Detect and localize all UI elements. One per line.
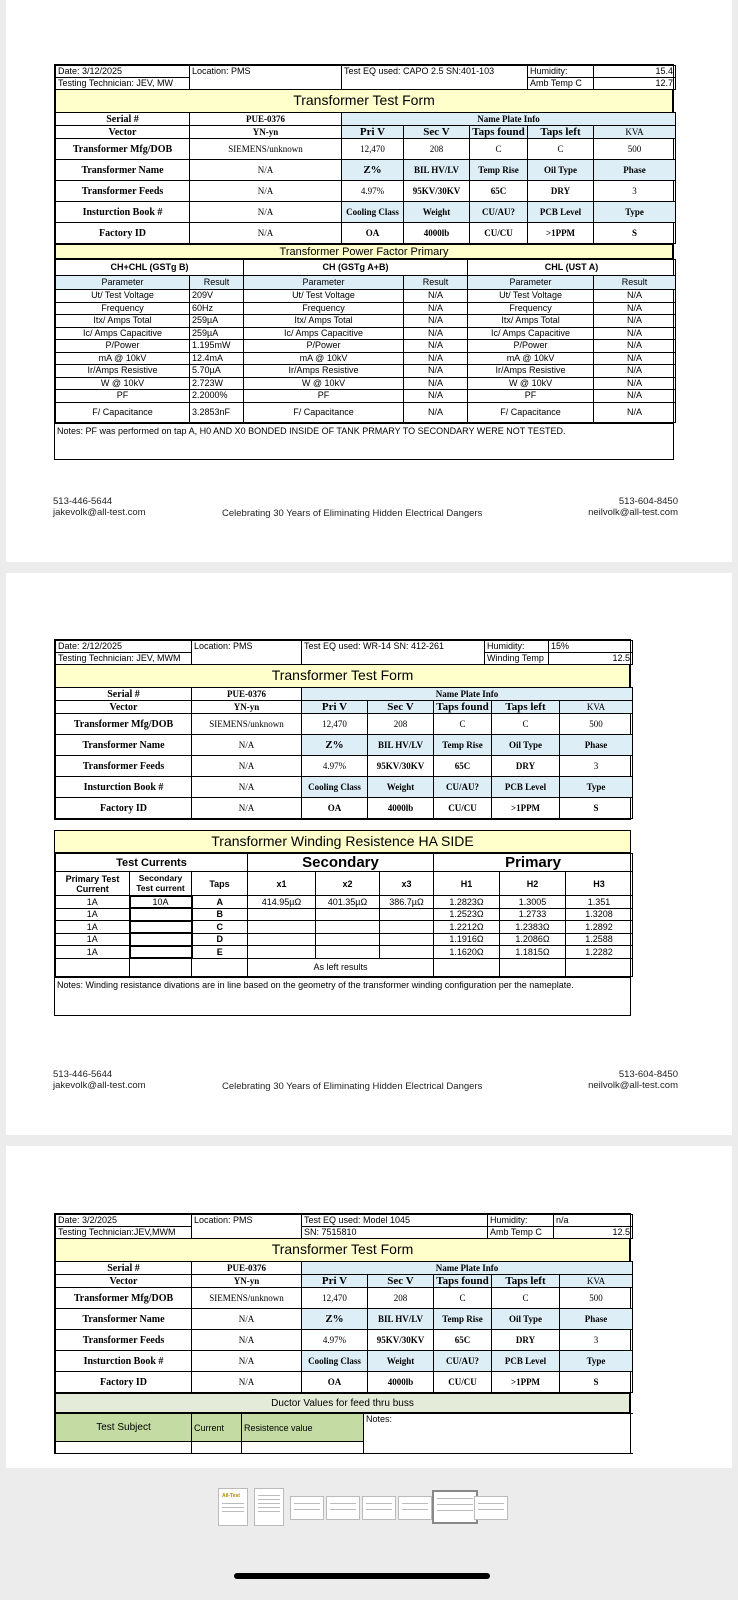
table-cell: F/ Capacitance: [244, 402, 404, 422]
table-cell: Ut/ Test Voltage: [56, 290, 190, 303]
table-cell: Ut/ Test Voltage: [468, 290, 594, 303]
nameplate-table: Serial # PUE-0376 Name Plate Info Vector YN-yn Pri V Sec V Taps found Taps left KVA Transformer Mfg/DOB SIEMENS/unknown 12,470 208 C C 500 Transformer Name N/A Z% BIL HV/LV Temp Rise Oil Type Phase Transformer Feeds N/A 4.97% 95KV/30KV 65C DRY 3 Insturction Book # N/A Cooling Class Weight CU/AU? PCB Level Type Factory ID N/A OA 4000lb CU/CU >1PPM S: [55, 112, 676, 244]
footer-left: 513-446-5644 jakevolk@all-test.com: [53, 496, 146, 518]
table-cell: E: [192, 946, 248, 959]
section-title: Transformer Winding Resistence HA SIDE: [55, 831, 630, 853]
group-ab-title: CH (GSTg A+B): [244, 260, 468, 276]
footer-left: 513-446-5644 jakevolk@all-test.com: [53, 1069, 146, 1091]
table-row: [56, 377, 676, 390]
thumbnail-page-5[interactable]: [362, 1496, 396, 1520]
table-cell: N/A: [404, 377, 468, 390]
table-cell: 1.2212Ω: [434, 921, 500, 934]
table-cell: B: [192, 908, 248, 921]
table-cell: Frequency: [244, 302, 404, 315]
table-cell: A: [192, 896, 248, 909]
table-cell: W @ 10kV: [468, 377, 594, 390]
table-cell: P/Power: [56, 340, 190, 353]
table-cell: [130, 908, 192, 921]
table-cell: 1.2733: [500, 908, 566, 921]
group-b-title: CH+CHL (GSTg B): [56, 260, 244, 276]
table-cell: 1.1916Ω: [434, 933, 500, 946]
group-a-title: CHL (UST A): [468, 260, 676, 276]
table-cell: N/A: [594, 327, 676, 340]
table-cell: [248, 946, 316, 959]
thumbnail-page-2[interactable]: [254, 1488, 284, 1526]
table-cell: Ir/Amps Resistive: [244, 365, 404, 378]
table-cell: N/A: [594, 290, 676, 303]
section-title: Transformer Power Factor Primary: [55, 244, 673, 259]
table-cell: N/A: [594, 352, 676, 365]
table-cell: N/A: [404, 365, 468, 378]
table-cell: N/A: [594, 390, 676, 403]
power-factor-form: [54, 64, 674, 460]
document-page-3: [6, 1146, 732, 1468]
table-row: [56, 302, 676, 315]
table-cell: 2.2000%: [190, 390, 244, 403]
table-cell: 12.4mA: [190, 352, 244, 365]
section-title: Ductor Values for feed thru buss: [55, 1393, 630, 1413]
table-cell: 1.2282: [566, 946, 633, 959]
ductor-table: Test Subject Current Resistence value Notes:: [55, 1413, 633, 1454]
table-cell: 10A: [130, 896, 192, 909]
table-cell: N/A: [594, 377, 676, 390]
table-cell: N/A: [404, 302, 468, 315]
temp-value: 12.7: [594, 78, 676, 90]
table-cell: N/A: [404, 340, 468, 353]
table-cell: [316, 908, 380, 921]
table-cell: 414.95µΩ: [248, 896, 316, 909]
ductor-form: [54, 1213, 631, 1454]
table-cell: N/A: [404, 390, 468, 403]
table-cell: 1.2523Ω: [434, 908, 500, 921]
table-cell: 1.2892: [566, 921, 633, 934]
form-title: Transformer Test Form: [55, 665, 630, 687]
table-row: [56, 933, 633, 946]
document-page-2: [6, 573, 732, 1135]
table-cell: PF: [56, 390, 190, 403]
footer-slogan: Celebrating 30 Years of Eliminating Hidden Electrical Dangers: [222, 1081, 483, 1092]
table-row: [56, 352, 676, 365]
table-cell: N/A: [404, 290, 468, 303]
nameplate-info-title: Name Plate Info: [342, 113, 676, 126]
notes: Notes: Winding resistance divations are in line based on the geometry of the transformer winding configuration per the nameplate.: [55, 977, 630, 1015]
table-cell: N/A: [594, 315, 676, 328]
nameplate-info-title: Name Plate Info: [302, 688, 633, 701]
winding-table-box: [54, 830, 631, 1016]
table-cell: W @ 10kV: [56, 377, 190, 390]
table-cell: 386.7µΩ: [380, 896, 434, 909]
footer-right: 513-604-8450 neilvolk@all-test.com: [588, 1069, 678, 1091]
form-header: [55, 65, 676, 90]
table-cell: 1A: [56, 908, 130, 921]
table-cell: mA @ 10kV: [56, 352, 190, 365]
table-cell: 1A: [56, 933, 130, 946]
table-cell: 1A: [56, 946, 130, 959]
table-cell: N/A: [594, 340, 676, 353]
thumbnail-page-7-selected[interactable]: [432, 1490, 478, 1524]
table-cell: 401.35µΩ: [316, 896, 380, 909]
winding-resistance-table: Test Currents Secondary Primary Primary Test Current Secondary Test current Taps x1 x2 x3 H1 H2 H3 1A 10A A 414.95µΩ 401.35µΩ 386.7µΩ 1.2823Ω 1.3005 1.351 1A B 1.2523Ω 1.2733 1.3208 1A C 1.2212Ω 1.2383Ω 1.2892 1A D 1.1916Ω 1.2086Ω 1.2588 1A E 1.1620Ω 1.1815Ω 1.2282 As left results: [55, 853, 633, 977]
humidity-label: Humidity:: [528, 66, 594, 78]
table-cell: [130, 921, 192, 934]
table-cell: 5.70µA: [190, 365, 244, 378]
table-cell: [316, 921, 380, 934]
form-header: Date: 3/2/2025 Location: PMS Test EQ used: Model 1045 Humidity: n/a Testing Technician:JEV,MWM SN: 7515810 Amb Temp C 12.5: [55, 1214, 633, 1239]
thumbnail-page-6[interactable]: [398, 1496, 432, 1520]
thumbnail-page-8[interactable]: [474, 1496, 508, 1520]
table-cell: PF: [468, 390, 594, 403]
table-cell: Frequency: [468, 302, 594, 315]
footer-right: 513-604-8450 neilvolk@all-test.com: [588, 496, 678, 518]
location-field: Location: PMS: [190, 66, 342, 90]
table-cell: Ir/Amps Resistive: [468, 365, 594, 378]
table-cell: P/Power: [244, 340, 404, 353]
table-cell: Ic/ Amps Capacitive: [56, 327, 190, 340]
table-cell: 209V: [190, 290, 244, 303]
equipment-field: Test EQ used: CAPO 2.5 SN:401-103: [342, 66, 528, 90]
table-cell: N/A: [594, 402, 676, 422]
table-cell: mA @ 10kV: [244, 352, 404, 365]
temp-label: Amb Temp C: [528, 78, 594, 90]
table-cell: mA @ 10kV: [468, 352, 594, 365]
table-cell: [248, 908, 316, 921]
as-left-results: As left results: [248, 958, 434, 976]
table-cell: N/A: [404, 315, 468, 328]
table-cell: F/ Capacitance: [468, 402, 594, 422]
table-row: [56, 896, 633, 909]
table-cell: 1.3005: [500, 896, 566, 909]
table-row: [56, 290, 676, 303]
table-cell: N/A: [404, 327, 468, 340]
table-cell: 1A: [56, 896, 130, 909]
table-cell: [248, 933, 316, 946]
table-row: [56, 315, 676, 328]
table-row: [56, 327, 676, 340]
table-cell: 1.1620Ω: [434, 946, 500, 959]
table-row: [56, 390, 676, 403]
date-field: Date: 3/12/2025: [56, 66, 190, 78]
form-title: Transformer Test Form: [55, 90, 673, 112]
table-cell: 1A: [56, 921, 130, 934]
table-cell: [316, 946, 380, 959]
table-cell: Itx/ Amps Total: [56, 315, 190, 328]
table-cell: Itx/ Amps Total: [468, 315, 594, 328]
home-indicator[interactable]: [234, 1573, 490, 1579]
table-row: [56, 908, 633, 921]
table-cell: 2.723W: [190, 377, 244, 390]
table-row: [56, 402, 676, 422]
table-cell: 60Hz: [190, 302, 244, 315]
table-cell: N/A: [594, 365, 676, 378]
table-cell: [130, 946, 192, 959]
table-cell: PF: [244, 390, 404, 403]
table-cell: F/ Capacitance: [56, 402, 190, 422]
thumbnail-page-1[interactable]: All-Test: [218, 1488, 248, 1526]
table-cell: 259µA: [190, 315, 244, 328]
thumbnail-page-4[interactable]: [326, 1496, 360, 1520]
table-cell: Ir/Amps Resistive: [56, 365, 190, 378]
form-title: Transformer Test Form: [55, 1239, 630, 1261]
table-row: [56, 365, 676, 378]
table-cell: 1.351: [566, 896, 633, 909]
table-cell: N/A: [594, 302, 676, 315]
nameplate-table: Serial # PUE-0376 Name Plate Info Vector YN-yn Pri V Sec V Taps found Taps left KVA Transformer Mfg/DOB SIEMENS/unknown 12,470 208 C C 500 Transformer Name N/A Z% BIL HV/LV Temp Rise Oil Type Phase Transformer Feeds N/A 4.97% 95KV/30KV 65C DRY 3 Insturction Book # N/A Cooling Class Weight CU/AU? PCB Level Type Factory ID N/A OA 4000lb CU/CU >1PPM S: [55, 687, 633, 819]
table-cell: [380, 921, 434, 934]
table-cell: N/A: [404, 352, 468, 365]
table-cell: 259µA: [190, 327, 244, 340]
notes: Notes:: [364, 1414, 633, 1454]
table-cell: Itx/ Amps Total: [244, 315, 404, 328]
footer-slogan: Celebrating 30 Years of Eliminating Hidden Electrical Dangers: [222, 508, 483, 519]
table-cell: 1.2588: [566, 933, 633, 946]
table-cell: N/A: [404, 402, 468, 422]
table-cell: D: [192, 933, 248, 946]
table-row: [56, 340, 676, 353]
table-cell: 1.2383Ω: [500, 921, 566, 934]
table-cell: P/Power: [468, 340, 594, 353]
table-row: [56, 946, 633, 959]
table-cell: Ut/ Test Voltage: [244, 290, 404, 303]
thumbnail-page-3[interactable]: [290, 1496, 324, 1520]
table-cell: [316, 933, 380, 946]
notes: Notes: PF was performed on tap A, H0 AND X0 BONDED INSIDE OF TANK PRMARY TO SECONDARY WERE NOT TESTED.: [55, 423, 673, 459]
form-header: Date: 2/12/2025 Location: PMS Test EQ used: WR-14 SN: 412-261 Humidity: 15% Testing Technician: JEV, MWM Winding Temp 12.5: [55, 640, 633, 665]
table-cell: [130, 933, 192, 946]
table-cell: C: [192, 921, 248, 934]
table-cell: Ic/ Amps Capacitive: [468, 327, 594, 340]
table-cell: 1.1815Ω: [500, 946, 566, 959]
technician-field: Testing Technician: JEV, MW: [56, 78, 190, 90]
humidity-value: 15.4: [594, 66, 676, 78]
table-cell: [380, 933, 434, 946]
winding-resistance-form: [54, 639, 631, 820]
table-cell: [380, 908, 434, 921]
table-cell: 1.2823Ω: [434, 896, 500, 909]
table-cell: Ic/ Amps Capacitive: [244, 327, 404, 340]
power-factor-table: CH+CHL (GSTg B) CH (GSTg A+B) CHL (UST A) Parameter Result Parameter Result Parameter Result Ut/ Test Voltage 209V Ut/ Test Voltage N/A Ut/ Test Voltage N/A Frequency 60Hz Frequency N/A Frequency N/A Itx/ Amps Total 259µA Itx/ Amps Total N/A Itx/ Amps Total N/A Ic/ Amps Capacitive 259µA Ic/ Amps Capacitive N/A Ic/ Amps Capacitive N/A P/Power 1.195mW P/Power N/A P/Power N/A mA @ 10kV 12.4mA mA @ 10kV N/A mA @ 10kV N/A Ir/Amps Resistive 5.70µA Ir/Amps Resistive N/A Ir/Amps Resistive N/A W @ 10kV 2.723W W @ 10kV N/A W @ 10kV N/A PF 2.2000% PF N/A PF N/A F/ Capacitance 3.2853nF F/ Capacitance N/A F/ Capacitance N/A: [55, 259, 676, 423]
nameplate-info-title: Name Plate Info: [302, 1262, 633, 1275]
table-cell: 1.2086Ω: [500, 933, 566, 946]
table-cell: [248, 921, 316, 934]
table-cell: 1.3208: [566, 908, 633, 921]
nameplate-table: Serial # PUE-0376 Name Plate Info Vector YN-yn Pri V Sec V Taps found Taps left KVA Transformer Mfg/DOB SIEMENS/unknown 12,470 208 C C 500 Transformer Name N/A Z% BIL HV/LV Temp Rise Oil Type Phase Transformer Feeds N/A 4.97% 95KV/30KV 65C DRY 3 Insturction Book # N/A Cooling Class Weight CU/AU? PCB Level Type Factory ID N/A OA 4000lb CU/CU >1PPM S: [55, 1261, 633, 1393]
table-cell: 3.2853nF: [190, 402, 244, 422]
table-cell: W @ 10kV: [244, 377, 404, 390]
table-cell: 1.195mW: [190, 340, 244, 353]
table-cell: [380, 946, 434, 959]
table-cell: Frequency: [56, 302, 190, 315]
table-row: [56, 921, 633, 934]
document-page-1: [6, 0, 732, 562]
